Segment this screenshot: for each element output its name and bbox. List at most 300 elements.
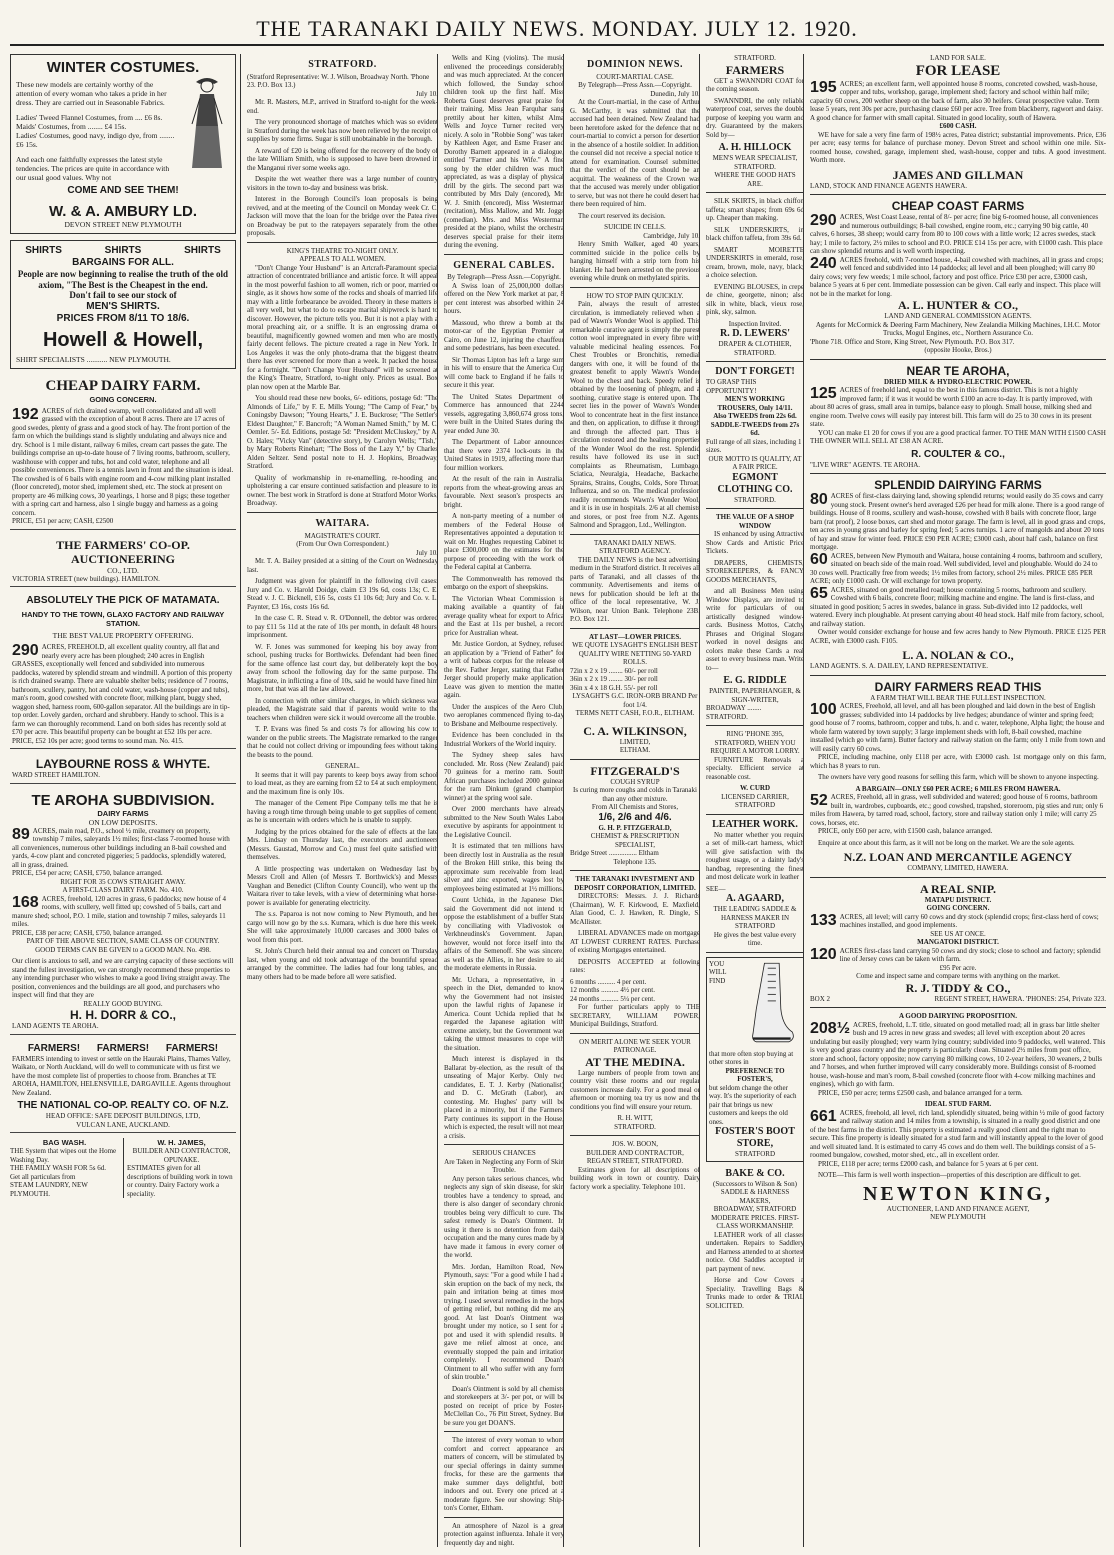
foster-you: YOU WILL FIND	[709, 959, 727, 985]
tid-p4: For further particulars apply to THE SECRETARY, WILLIAM POWER, Municipal Buildings, Stratford.	[570, 1003, 700, 1029]
curd-ring: RING 'PHONE 395, STRATFORD, WHEN YOU REQUIRE A MOTOR LORRY.	[710, 730, 800, 755]
column-6	[803, 54, 1106, 1547]
matamata-acres-number: 290	[12, 642, 39, 660]
pain-title: HOW TO STOP PAIN QUICKLY.	[586, 291, 684, 300]
coast-title: CHEAP COAST FARMS	[891, 199, 1025, 213]
good-acres-1: 208½	[810, 1019, 851, 1037]
lewers-p1: SILK SKIRTS, in black chiffon taffeta; smart shapes; from 69s 6d up. Cheaper than making.	[706, 197, 804, 222]
good-price: PRICE, £50 per acre; terms £2500 cash, and balance arranged for a term.	[818, 1088, 1023, 1097]
coulter-live: "LIVE WIRE" AGENTS. TE AROHA.	[810, 460, 921, 469]
snip-title: A REAL SNIP.	[920, 881, 996, 896]
waitara-p9: Judging by the prices obtained for the sale of effects at the late Mrs. Lindsay on Thursday last, the executors and auctioneers (Messrs. Gaustad, Morrow and Co.) must feel quite satisfied with themselves.	[247, 827, 438, 862]
suicide-date: Cambridge, July 10.	[643, 231, 700, 240]
tid-title: THE TARANAKI INVESTMENT AND DEPOSIT CORPORATION, LIMITED.	[574, 875, 696, 892]
winter-intro: These new models are certainly worthy of the attention of every woman who takes a pride in her dress. They are carried out in Seasonable Fabrics.	[16, 80, 167, 107]
window-p2: DRAPERS, CHEMISTS, STOREKEEPERS, & FANCY GOODS MERCHANTS,	[706, 558, 804, 584]
riddle-addr: BROADWAY ........ STRATFORD.	[706, 704, 762, 721]
hunter-phone: 'Phone 718. Office and Store, King Street, New Plymouth. P.O. Box 317.	[810, 337, 1015, 346]
realty-street: VULCAN LANE, AUCKLAND.	[76, 1120, 170, 1129]
farmers-coat-title: FARMERS	[725, 62, 785, 77]
pain-p1: Pain, always the result of arrested circulation, is immediately relieved when a pad of Wawn's Wonder Wool is applied. This remarkable curative agent is simply the purest cotton wool impregnated in every fibre with valuable medicinal healing essences. For Chest Troubles or Bronchitis, remedial dangers with one, it will be found of the greatest benefit to apply Wawn's Wonder Wool to the chest and back. Speedy relief is obtained by the loosening of phlegm, and a soothing, curative stage is entered upon. The secret lies in the power of Wawn's Wonder Wool to concentrate heat in the first instance, and then, on application, to diffuse it through and through the affected part. Thus is circulation restored and the healing properties of the Wonder Wool do the rest. Splendid results have followed its use in such complaints as Rheumatism, Lumbago, Sciatica, Neuralgia, Headache, Backache, Sprains, Strains, Coughs, Colds, Sore Throat, Influenza, and so on. The medical profession readily recommends Wawn's Wonder Wool, and it is in use in hospitals. 2/6 at all chemists and stores, or post free from N.Z. Agents, Salmond and Spraggon, Ltd., Wellington.	[570, 300, 700, 530]
teroha-body-1: ACRES, main road, P.O., school ½ mile, creamery on property, township 7 miles, saleyards 1½ miles; first-class 7-roomed house with all conveniences, numerous other buildings including an 8-bail cowshed and yards, 4-cow plant and concreted piggeries; 5 paddocks, splendidly watered, all in grass, drained.	[12, 826, 230, 869]
waitara-p2: Judgment was given for plaintiff in the following civil cases: Jury and Co. v. Harold Doidge, claim £3 19s 6d, costs 13s; C. E. Stead v. J. C. Bicknell, £16 5s, costs £1 10s 6d; Jury and Co. v. L. Paynter, £3 16s, costs 16s 6d.	[247, 577, 438, 611]
egmont-place: STRATFORD.	[734, 495, 776, 504]
nzloan-title: N.Z. LOAN AND MERCANTILE AGENCY	[843, 850, 1073, 864]
splendid-p4: Owner would consider exchange for house and few acres handy to New Plymouth. PRICE £125 PER ACRE, with £3000 cash. F105.	[810, 628, 1106, 645]
dont-p3: Also TWEEDS from 22s 6d.	[713, 412, 797, 420]
laybourne-title: LAYBOURNE ROSS & WHYTE.	[35, 757, 211, 772]
hunter-p3: Agents for McCormick & Deering Farm Machinery, New Zealandia Milking Machines, I.H.C. Motor Trucks, Mogul Engines, etc., Northern Assurance Co.	[815, 320, 1101, 337]
lewers-p4: EVENING BLOUSES, in crepe de chine, georgette, ninon; also silk in white, black, vieux rose, pink, sky, salmon.	[706, 282, 804, 316]
lysaght-p2: LYSAGHT'S G.C. IRON-ORB BRAND Per foot 1/4.	[572, 692, 698, 709]
good-stud: IDEAL STUD FARM.	[924, 1100, 992, 1108]
aroha-title: NEAR TE AROHA,	[906, 363, 1010, 378]
window-p1: IS enhanced by using Attractive Show Cards and Artistic Price Tickets.	[706, 530, 804, 555]
shirts-top: SHIRTS SHIRTS SHIRTS	[25, 245, 221, 256]
snip-matapu: MATAPU DISTRICT.	[924, 895, 992, 904]
waitara-p6: T. P. Evans was fined 5s and costs 7s for allowing his cow to wander on the public streets. The Magistrate remarked to the ranger that he could not collect driving or impounding fees without taking the beasts to the pound.	[247, 725, 438, 759]
matamata-price: PRICE, £52 10s per acre; good terms to sound man. No. 415.	[12, 736, 184, 745]
good-acres-2: 661	[810, 1107, 837, 1125]
bag-get: Get all particulars from	[10, 1172, 76, 1181]
dairy-acres-number: 192	[12, 405, 39, 423]
cables-p1: A Swiss loan of 25,000,000 dollars offered on the New York market at par, 8 per cent interest was absorbed within 24 hours.	[444, 281, 564, 316]
hunter-role: LAND AND GENERAL COMMISSION AGENTS.	[884, 312, 1032, 320]
lysaght-row-2: 36in x 2 x 19 ........ 30/- per roll	[570, 675, 658, 684]
readthis-p4: ACRES, Freehold, all in grass, well subdivided and watered; good house of 6 rooms, bathroom built in, wardrobes, cupboards, etc.; good cowshed, trapshed, storeroom, pig sties and run; only 6 miles from Hawera, by tarred road, school, factory, store and railway station only 1 mile; will carry 25 cows, horses, etc.	[810, 793, 1104, 827]
james-body: ESTIMATES given for all descriptions of building work in town or country. Dairy Factory work a speciality.	[127, 1164, 233, 1198]
shirts-ad	[10, 240, 236, 369]
wilkinson-place: ELTHAM.	[619, 746, 651, 755]
riddle-role: PAINTER, PAPERHANGER, & SIGN-WRITER,	[709, 687, 801, 704]
tid-p3: DEPOSITS ACCEPTED at following rates:	[570, 957, 700, 975]
snip-price: £95 Per acre.	[939, 963, 977, 972]
medina-firm: R. H. WITT,	[617, 1114, 653, 1123]
tid-row-3: 24 months .......... 5¼ per cent.	[570, 994, 655, 1003]
winter-item-3: Ladies' Costumes, good navy, indigo dye, from ........ £6 15s.	[16, 131, 175, 149]
realty-office: HEAD OFFICE: SAFE DEPOSIT BUILDINGS, LTD,	[45, 1112, 201, 1121]
dairy-sub: GOING CONCERN.	[89, 394, 157, 404]
waitara-p10: A little prospecting was undertaken on Wednesday last by Messrs Croll and Allen (of Messrs T. Borthwick's) and Messrs Vaughan and Benedict (Clifton County Council), who went up the Waitara river to take levels, with a view of determining what horse-power is available for generating electricity.	[247, 864, 438, 907]
good-price-2: PRICE, £118 per acre; terms £2000 cash, and balance for 5 years at 6 per cent.	[818, 1159, 1039, 1168]
medina-title: AT THE MEDINA.	[585, 1054, 685, 1069]
shirts-bargains: BARGAINS FOR ALL.	[72, 257, 174, 268]
splendid-acres-2: 60	[810, 550, 828, 568]
agaard-role: THE LEADING SADDLE & HARNESS MAKER IN STRATFORD	[713, 905, 797, 930]
teroha-body-3: Our client is anxious to sell, and we are carrying capacity of these sections will stand the fullest investigation, we can strongly recommend these properties to any intending purchaser who wishes to make a good living straight away. The position, conveniences and the buildings are all good, and purchasers who inspect will find that they are	[12, 957, 234, 1000]
cables-p4: The United States Department of Commerce has announced that 2244 vessels, aggregating 3,860,674 gross tons, were built in the United States during the year ended June 30.	[444, 392, 564, 435]
dominion-sub: COURT-MARTIAL CASE.	[596, 72, 674, 81]
winter-address: DEVON STREET NEW PLYMOUTH	[64, 220, 182, 229]
bake-p1: MODERATE PRICES. FIRST-CLASS WORKMANSHIP.	[711, 1213, 799, 1230]
farmers-realty-ad	[10, 1040, 236, 1134]
cables-p8: The Commonwealth has removed the embargo on the export of sheepskins.	[444, 574, 564, 592]
bake-p3: Horse and Cow Covers a Speciality. Travelling Bags & Trunks made to order & TRIAL SOLICITED.	[706, 1276, 804, 1310]
bag-title: BAG WASH.	[42, 1138, 87, 1148]
farmers-coop-ad	[10, 535, 236, 588]
foster-p1: that more often stop buying at other stores in	[709, 1049, 794, 1066]
hillock-role: MEN'S WEAR SPECIALIST,	[712, 154, 798, 162]
teroha-low: ON LOW DEPOSITS.	[88, 817, 158, 827]
teroha-title: TE AROHA SUBDIVISION.	[31, 791, 215, 809]
gillman-firm: JAMES AND GILLMAN	[892, 167, 1024, 182]
dairy-title: CHEAP DAIRY FARM.	[45, 377, 201, 394]
coast-acres-2: 240	[810, 254, 837, 272]
good-title: A GOOD DAIRYING PROPOSITION.	[899, 1012, 1017, 1020]
column-2	[240, 54, 438, 1547]
waitara-corr: (From Our Own Correspondent.)	[296, 540, 389, 549]
cables-p16: Count Uchida, in the Japanese Diet, said the Government did not intend to oppose the establishment of a buffer State by conciliating with Vladivostok or Verkhneudinsk's Government. Japan, however, would not force itself into the affairs of the Semenoff. She was sincere, as well as the Allies, in her desire to aid the moderate elements in Russia.	[444, 896, 564, 973]
realty-body: FARMERS intending to invest or settle on the Hauraki Plains, Thames Valley, Waikato, or North Auckland, will do well to communicate with us first we have the most complete list of properties to choose from. Branches at TE AROHA, HAMILTON, HELENSVILLE, DARGAVILLE. Agents throughout New Zealand.	[12, 1054, 231, 1097]
lysaght-row-1: 72in x 2 x 19 ........ 60/- per roll	[570, 666, 658, 675]
realty-title: FARMERS! FARMERS! FARMERS!	[27, 1042, 219, 1054]
cheap-dairy-ad	[10, 375, 236, 530]
readthis-sub: A FARM THAT WILL BEAR THE FULLEST INSPECTION.	[870, 693, 1046, 702]
readthis-title: DAIRY FARMERS READ THIS	[874, 679, 1042, 694]
nolan-firm: L. A. NOLAN & CO.,	[902, 648, 1014, 662]
waitara-p11: The s.s. Paparoa is not now coming to New Plymouth, and her cargo will now go by the s.s. Kumara, which is due here this week. She will take approximately 10,000 carcases and 3000 bales of wool from this port.	[247, 910, 438, 944]
kings-p1: "Don't Change Your Husband" is an Artcraft-Paramount special attraction of concentrated brilliance and artistic force. It will appeal in the most powerful fashion to all women, rich or poor, married or single, as it shows how some of the rocks and shoals of married life may with a little forbearance be avoided. Theory in these matters is all very well, but what to do to escape marital shipwreck is hard to discover. However, the picture tells you. But it is not a play with a moral preaching air, or a sniffle. It is an engrossing drama of beautiful, magnificently gowned women and men who are mostly fairly decent fellows. The picture created a rage in New York. In Los Angeles it was the only photo-drama that the biggest theatre there has ever screened for more than a week. It packed the house for a fortnight. "Don't Change Your Husband" will be screened at the King's Theatre, Stratford, to-night only. Prices as usual. Box plan now open at the Marble Bar.	[247, 263, 438, 391]
lease-p2: WE have for sale a very fine farm of 198½ acres, Patea district; substantial improvements. Price, £36 per acre; easy terms for balance of purchase money. Devon Street and school within one mile. Six-roomed house, cowshed, garage, implement shed, wash-house, copper and tubs. A good investment. Worth more.	[810, 130, 1106, 164]
matamata-handy: HANDY TO THE TOWN, GLAXO FACTORY AND RAILWAY STATION.	[21, 610, 225, 629]
good-p2: ACRES, freehold, all level, rich land, splendidly situated, being within ½ mile of good factory and railway station and 14 miles from a township, is situated in a really good district and one of the best farms in the district. This property is estimated a really good client and the right man to secure. This fine property is ideally situated for a stud farm and will instantly appeal to the lover of good and well situated land. It is estimated to carry 45 cows and do them well. The buildings consist of a 5-roomed bungalow, cowshed, motor shed, etc., all in excellent order.	[810, 1108, 1105, 1159]
fitz-from: From All Chemists and Stores,	[591, 803, 679, 812]
leather-title: LEATHER WORK.	[712, 818, 798, 830]
splendid-p2: ACRES, between New Plymouth and Waitara, house containing 4 rooms, bathroom and scullery, situated on beach side of the main road. Well subdivided, level and ploughable. Would do 24 to 30 cows well. Practically free from weeds; 1½ miles from factory, school 2½ miles. PRICE £85 PER ACRE; only £1000 cash. Or will exchange for town property.	[810, 551, 1103, 585]
serious-p2: Mrs. Jordan, Hamilton Road, New Plymouth, says: "For a good while I had a skin eruption on the back of my neck, the pain and irritation being at times most trying. I used several remedies in the hope of getting relief, but nothing did me any good. At last Doan's Ointment was brought under my notice, so I sent for a pot and used it with splendid results. It gave me relief almost at once, and eventually stopped the pain and irritation completely. I recommend Doan's Ointment to all who suffer with any form of skin trouble."	[444, 1262, 564, 1382]
teroha-ad	[10, 789, 236, 1035]
bag-steam: STEAM LAUNDRY, NEW PLYMOUTH.	[10, 1181, 88, 1198]
foster-firm: FOSTER'S BOOT STORE,	[715, 1126, 795, 1149]
snip-see: SEE US AT ONCE.	[930, 929, 986, 938]
dominion-by: By Telegraph—Press Assn.—Copyright.	[578, 81, 692, 90]
column-5	[699, 54, 804, 1547]
waitara-p5: In connection with other similar charges, in which sickness was pleaded, the Magistrate said that if parents would write to the teachers when children were sick it would overcome all the trouble.	[247, 696, 438, 722]
kings-sub: APPEALS TO ALL WOMEN.	[299, 255, 386, 264]
dominion-p1: At the Court-martial, in the case of Arthur G. McCarthy, it was submitted that the accused had been detained. New Zealand had been heretofore asked for the defence that no court-martial to convict a person for desertion in the absence of a hostile soldier. In addition, the counsel did not receive a special notice to attend for examination. Counsel submitted that the verdict of the court should be an acquittal. The weakness of the Crown was that the accused was merely under obligation to serve, but was not there he could desert had there been required of him.	[570, 98, 700, 209]
wilkinson-title: C. A. WILKINSON,	[583, 723, 687, 738]
tdn-title: TARANAKI DAILY NEWS.	[594, 538, 676, 547]
waitara-p7: It seems that it will pay parents to keep boys away from school to load meat, as they are earning from £2 to £4 at such employment, and the maximum fine is only 10s.	[247, 770, 438, 796]
bag-co: THE FAMILY WASH FOR 5s 6d.	[10, 1164, 107, 1173]
teroha-ready-1: RIGHT FOR 35 COWS STRAIGHT AWAY.	[60, 877, 186, 886]
realty-firm: THE NATIONAL CO-OP. REALTY CO. OF N.Z.	[17, 1100, 229, 1112]
suicide-title: SUICIDE IN CELLS.	[604, 223, 666, 232]
boon-p1: Estimates given for all descriptions of building work in town or country. Dairy factory work a speciality. Telephone 101.	[570, 1165, 700, 1191]
hunter-opp: (opposite Hooke, Bros.)	[924, 346, 992, 354]
matamata-best: THE BEST VALUE PROPERTY OFFERING.	[52, 631, 194, 641]
window-p3: and all Business Men using Window Displays, are invited to write for particulars of our artistically designed window-cards. Business Mottos, Catchy Phrases and Original Slogans worked in novel designs and colors make these Cards a real asset to every business man. Write to—	[706, 587, 804, 672]
cables-p2: Massoud, who threw a bomb at the motor-car of the Egyptian Premier at Cairo, on June 12, injuring the chauffeur and some pedestrians, has been executed.	[444, 318, 564, 353]
laybourne-line: WARD STREET HAMILTON.	[12, 771, 100, 780]
lysaght-p1: WE QUOTE LYSAGHT'S ENGLISH BEST QUALITY WIRE NETTING 50-YARD ROLLS.	[572, 641, 698, 667]
cables-p15: It is estimated that ten millions have been directly lost in Australia as the result of the Broken Hill strike, this being the approximate sum receivable from lead, silver and zinc exported, wages lost by employees being estimated at 1½ millions.	[444, 842, 564, 893]
waitara-p3: In the case C. R. Stead v. R. O'Donnell, the debtor was ordered to pay £11 5s 11d at the rate of 10s per month, in default 48 hours' imprisonment.	[247, 614, 438, 640]
leather-see: SEE—	[706, 884, 726, 893]
coulter-firm: R. COULTER & CO.,	[911, 448, 1005, 460]
fitz-addr: Bridge Street ................ Eltham	[570, 849, 659, 858]
lease-title: FOR LEASE	[915, 62, 1001, 79]
stratford-rep: (Stratford Representative: W. J. Wilson, Broadway North. 'Phone 23. P.O. Box 13.)	[247, 72, 430, 90]
readthis-p3: The owners have very good reasons for selling this farm, which will be shown to anyone inspecting.	[818, 773, 1099, 781]
nolan-line: LAND AGENTS. S. A. DAILEY, LAND REPRESENTATIVE.	[810, 662, 989, 670]
readthis-acres-2: 52	[810, 792, 828, 809]
curd-role: LICENSED CARRIER, STRATFORD	[721, 792, 789, 809]
concert-continued: Wells and King (violins). The music enlivened the proceedings considerably, and was much appreciated. At the concert which followed, the Sunday school children took up the first half. Miss Roberta Guest deserves great praise for their training. Miss Jean Farquhar sang prettily about her kitten, whilst Alma Wells and Joyce Turner recited very nicely. A solo in "Robbie Song" was taken by Kathleen Ager, and Esme Fraser and Dorothy Barnett appeared in a dialogue, entitled "Farmer and his Wife." A fine song by the elder children was much appreciated, as was a display of physical drill by the girls. The second part was contributed by Mrs Daly (encored), Mr. W. J. Smith (encored), Miss Westerman (recitation), Miss Mallow, and Mr. Joggs (comedian). Mrs. and Miss Westerman presided at the piano, whilst the orchestra deserves special praise for their items during the evening.	[444, 54, 564, 249]
james-ad	[123, 1138, 236, 1198]
readthis-p2: PRICE, including machine, only £118 per acre, with £3000 cash. 1st mortgage only on this farm, which has 8 years to run.	[810, 753, 1106, 770]
tiddy-addr: REGENT STREET, HAWERA. 'PHONES: 254, Private 323.	[934, 994, 1106, 1003]
coast-acres-1: 290	[810, 212, 837, 229]
splendid-p1: ACRES of first-class dairying land, showing splendid returns; would easily do 35 cows and carry young stock. Present owner's herd averaged £26 per head for milk alone. There is a good range of buildings. House of 8 rooms, scullery and wash-house, cowshed with 8 bails with concrete floor, large barn (rat proof), 2 loose boxes, cart shed and motor garage. The farm is level, all in good grass and crops, ten acres in young grass and barley for spring feed; 5 acres turnips. 1 acre of mangolds and about 20 tons of hay and straw for winter feed. PRICE £90 PER ACRE; £3000 cash, about half cash, balance on first mortgage.	[810, 492, 1106, 551]
snip-acres-2: 120	[810, 945, 837, 963]
boon-role: BUILDER AND CONTRACTOR,	[586, 1148, 684, 1157]
cables-p11: Under the auspices of the Aero Club, two aeroplanes commenced flying to-day to Brisbane and Melbourne respectively.	[444, 702, 564, 728]
frocks-para: The interest of every woman to whom comfort and correct appearance are matters of concern, will be stimulated by our special offerings in dainty summer frocks, for these are the garments that make summer days delightful, both indoors and out. Every one priced at a moderate figure. See our showing: Ship-ton's Corner, Eltham.	[444, 1436, 564, 1513]
kings-p3: Quality of workmanship in re-enamelling, re-hooding and upholstering a car ensure continued satisfaction and pleasure to its owner. The best work in Stratford is done at Stratford Motor Works, Broadway.	[247, 473, 438, 508]
fitz-firm: G. H. P. FITZGERALD,	[598, 823, 672, 832]
snip-going: GOING CONCERN.	[926, 904, 990, 912]
cables-p6: At the result of the rain in Australia, reports from the wheat-growing areas are favourable. Next season's prospects are bright.	[444, 475, 564, 509]
cables-p17: Mr. Uchara, a representative, in a speech in the Diet, demanded to know why the Government had not insisted upon the lawful rights of Japanese in America. Count Uchida replied that he regarded the Japanese agitation with extreme anxiety, but the Government was taking the utmost measures to cope with the situation.	[444, 975, 564, 1052]
curd-firm: W. CURD	[739, 784, 771, 792]
medina-p1: Large numbers of people from town and country visit these rooms and our regular customers increase daily. For a good meal or afternoon or morning tea try us now and the conditions you find will ensure your return.	[570, 1068, 700, 1111]
good-p1: ACRES, freehold, L.T. title, situated on good metalled road; all in grass bar little shelter bush and 19 acres in new grass and swedes; all level with exception about 20 acres undulating but easily ploughed; very warm lying country; subdivided into 9 paddocks, well watered. This is very good grass country and the property is particularly clean. Situated 2½ miles from post office, store and school, factory opposite; now carrying 80 milking cows, 10 2-year heifers, 30 weaners, 2 bulls and 7 horses, and when further improved will carry considerably more. Buildings consist of 8-roomed house, wash-house and man's room, 8-bail cowshed (concrete floor with 4-cow milking machines and engines), which go with farm.	[810, 1020, 1106, 1088]
fitz-role: CHEMIST & PRESCRIPTION SPECIALIST,	[590, 832, 680, 849]
serious-sub: Are Taken in Neglecting any Form of Skin Trouble.	[444, 1157, 564, 1175]
lysaght-row-3: 36in x 4 x 18 G.H. 55/- per roll	[570, 683, 658, 692]
shirts-mens: MEN'S SHIRTS.	[86, 300, 160, 312]
snip-acres-1: 133	[810, 911, 837, 929]
boon-title: JOS. W. BOON,	[611, 1140, 659, 1149]
teroha-firm: H. H. DORR & CO.,	[69, 1008, 176, 1023]
readthis-bargain: A BARGAIN—ONLY £60 PER ACRE; 6 MILES FROM HAWERA.	[855, 784, 1061, 793]
dont-p2: MEN'S WORKING TROUSERS, Only 14/11.	[717, 395, 793, 412]
lewers-p3: SMART MOIRETTE UNDERSKIRTS in emerald, rose, cream, brown, mole, navy, black; a choice selection.	[706, 245, 804, 279]
hunter-firm: A. L. HUNTER & CO.,	[897, 298, 1018, 312]
fitz-sub: COUGH SYRUP	[610, 777, 660, 786]
teroha-sub: DAIRY FARMS	[97, 808, 149, 818]
waitara-p4: W. F. Jones was summoned for keeping his boy away from school, pushing trucks for Borthwicks. Defendant had been fined for the same offence last court day, but deliberately kept the boy away from school the following day for the same purpose. The Magistrate, in inflicting a fine of 10s, said he would have fined him more, but that was all the law allowed.	[247, 642, 438, 694]
bag-body: THE System that wipes out the Home Washing Day.	[10, 1147, 117, 1164]
shirts-prices: PRICES FROM 8/11 TO 18/6.	[56, 312, 190, 324]
dont-p5: Full range of all sizes, including 1 sizes.	[706, 437, 802, 454]
waitara-sub: MAGISTRATE'S COURT.	[304, 531, 381, 540]
bake-addr: BROADWAY, STRATFORD	[713, 1205, 797, 1213]
cables-by: By Telegraph—Press Assn.—Copyright.	[447, 273, 561, 282]
snip-p2: ACRES first-class land carrying 50 cows and dry stock; close to school and factory; splendid line of Jersey cows can be taken with farm.	[839, 946, 1101, 963]
bake-role: SADDLE & HARNESS MAKERS,	[720, 1188, 790, 1205]
winter-title: WINTER COSTUMES.	[46, 59, 200, 76]
aroha-sub: DRIED MILK & HYDRO-ELECTRIC POWER.	[884, 377, 1032, 386]
riddle-firm: E. G. RIDDLE	[723, 675, 787, 686]
agaard-firm: A. AGAARD,	[725, 893, 785, 904]
waitara-heading: WAITARA.	[315, 517, 370, 529]
teroha-price-2: PRICE, £38 per acre; CASH, £750, balance arranged.	[12, 928, 163, 937]
matamata-title: ABSOLUTELY THE PICK OF MATAMATA.	[26, 595, 220, 607]
medina-merit: ON MERIT ALONE WE SEEK YOUR PATRONAGE.	[579, 1037, 691, 1055]
cables-p5: The Department of Labor announces that there were 2374 lock-outs in the United States in 1919, affecting more than four million workers.	[444, 438, 564, 472]
column-1	[10, 54, 236, 1547]
winter-body: And each one faithfully expresses the latest style tendencies. The prices are quite in accordance with our usual good values. Why not	[16, 155, 170, 182]
cables-p7: A non-party meeting of a number of members of the Federal House of Representatives appointed a deputation to wait on Mr. Hughes requesting Cabinet to place £300,000 on the estimates for the purpose of proceeding with the work of the Federal capital at Canberra.	[444, 512, 564, 572]
lease-cash: £600 CASH.	[939, 122, 977, 130]
bake-title: BAKE & CO.	[725, 1167, 785, 1179]
aroha-p2: YOU can make £1 20 for cows if you are a good practical farmer. TO THE MAN WITH £1500 CASH THE OWNER WILL SELL AT £38 AN ACRE.	[810, 428, 1106, 445]
dominion-heading: DOMINION NEWS.	[587, 59, 683, 70]
fitz-p1: Is curing more coughs and colds in Taranaki than any other mixture.	[573, 786, 697, 803]
dont-forget-title: DON'T FORGET!	[715, 366, 795, 377]
foster-ad	[706, 957, 804, 1162]
winter-costumes-ad	[10, 54, 236, 234]
shirts-fail: Don't fail to see our stock of	[69, 290, 177, 300]
kings-p2: You should read these new books, 6/- editions, postage 6d: "The Almonds of Life," by F. E. Mills Young; "The Camp of Fear," by Coningsby Dawson; "Young Hearts," J. E. Buckrose; "The Settler's Eldest Daughter," F. Bancroft; "A Woman Named Smith," by M. C. Oemler. 5/- Ed. Editions, postage 5d: "President McCluskey," by A. O. Hales; "Vicky Van" (detective story), by Carolyn Wells; "Tish," by Mary Roberts Rinehart; "The Boss of the Lazy Y," by Charles Alden Seltzer. Send postal note to H. J. Hopkins, Broadway, Stratford.	[247, 394, 438, 471]
lease-p1: ACRES; an excellent farm, well appointed house 8 rooms, concreted cowshed, wash-house, copper and tubs, workshop, garage, implement shed; factory and school within half mile; capacity 60 cows, 200 wether sheep on the back of farm, also 30 heifers. Great prospective value. Term lease 5 years, rent 30s per acre, purchasing clause £60 per acre. Tree from blackberry, ragwort and daisy. A good chance for farmer with small capital. Situated in good locality, south of Hawera.	[810, 79, 1103, 122]
hillock-firm: A. H. HILLOCK	[718, 142, 792, 153]
tid-row-1: 6 months .......... 4 per cent.	[570, 977, 647, 986]
waitara-date: July 10.	[415, 548, 438, 557]
matamata-body: ACRES, FREEHOLD, all excellent quality country, all flat and nearly every acre has been ploughed; 240 acres in English GRASSES, exceptionally well fenced and subdivided into numerous paddocks, watered by splendid stream and windmill. A portion of this property is rich drained swamp. There are valuable shelter belts; residence of 7 rooms, bathroom, scullery, pantry, hot and cold water, wash-house (copper and tubs), man's room, good cowshed with concrete floor, milking plant, buggy shed, waggon shed, harness room, 600-gallon separator. All the buildings are in tip-top order. Lovely garden, orchard and shrubbery. Handy to school. This is a farm we can thoroughly recommend. Land on both sides has recently sold at £70 per acre. This beautiful property can be bought at £52 10s per acre.	[12, 643, 233, 737]
fitz-tel: Telephone 135.	[613, 857, 657, 866]
stratford-p1: Mr. R. Masters, M.P., arrived in Stratford to-night for the week-end.	[247, 98, 438, 115]
readthis-p6: Enquire at once about this farm, as it will not be long on the market. We are the sole agents.	[818, 838, 1075, 847]
newton-king-role: AUCTIONEER, LAND AND FINANCE AGENT,	[886, 1204, 1030, 1213]
curd-p1: FURNITURE Removals a specialty. Efficient service at reasonable cost.	[706, 755, 804, 781]
col5-stratford: STRATFORD.	[734, 54, 776, 62]
splendid-acres-3: 65	[810, 584, 828, 602]
stratford-p2: The very pronounced shortage of matches which was so evident in Stratford during the week has now been relieved by the receipt of supplies by some firms. Sugar is still unobtainable in the borough.	[247, 118, 438, 144]
james-title: W. H. JAMES,	[157, 1138, 206, 1148]
medina-place: STRATFORD.	[614, 1122, 656, 1131]
cables-p13: The Sydney sheep sales have concluded. Mr. Ross (New Zealand) paid 70 guineas for a merino ram. South African purchases included 2000 guineas for the ram Dinkum (grand champion winner) at the spring wool sale.	[444, 751, 564, 802]
foster-p2: but seldom change the other way. It's the superiority of each pair that brings us new customers and keeps the old ones.	[709, 1083, 797, 1126]
aroha-acres: 125	[810, 385, 837, 402]
waitara-p8: The manager of the Cement Pipe Company tells me that he is having a rough time through being unable to get supplies of cement, as he is uncertain with orders which he is unable to supply.	[247, 799, 438, 825]
lewers-p2: SILK UNDERSKIRTS, in black chiffon taffeta, from 39s 6d.	[706, 225, 804, 242]
leather-p1: No matter whether you require a set of milk-cart harness, which will give satisfaction with the roughest usage, or a dainty lady's handbag, representing the finest and most delicate work in leather	[706, 830, 804, 881]
stratford-heading: STRATFORD.	[308, 59, 377, 70]
cables-p9: The Victorian Wheat Commission is making available a quantity of fair average quality wheat for export to Africa and the East at 11s per bushel, a record price for Australian wheat.	[444, 594, 564, 637]
boon-addr: REGAN STREET, STRATFORD.	[586, 1157, 684, 1166]
teroha-terms: GOOD TERMS CAN BE GIVEN to a GOOD MAN. No. 498.	[35, 945, 211, 954]
winter-item-1: Ladies' Tweed Flannel Costumes, from .... £6 8s.	[16, 113, 163, 122]
matamata-ad	[10, 592, 236, 749]
lewers-insp: Inspection Invited.	[728, 319, 782, 328]
snip-p3: Come and inspect same and compare terms with anything on the market.	[856, 972, 1060, 980]
bottom-small-ads	[10, 1138, 236, 1198]
lease-acres: 195	[810, 78, 837, 96]
farmers-title: THE FARMERS' CO-OP. AUCTIONEERING	[56, 537, 190, 566]
window-title: THE VALUE OF A SHOP WINDOW	[715, 513, 795, 530]
fitz-price: 1/6, 2/6 and 4/6.	[598, 811, 672, 823]
tiddy-box: BOX 2	[810, 994, 831, 1003]
cables-heading: GENERAL CABLES.	[453, 259, 555, 271]
land-for-sale: LAND FOR SALE.	[930, 54, 986, 62]
wilkinson-sub: LIMITED,	[619, 737, 651, 746]
dont-p1: TO GRASP THIS OPPORTUNITY!	[706, 378, 757, 395]
aroha-p1: ACRES of freehold land, equal to the best in this famous district. This is not a highly improved farm; if it was it would be worth £100 an acre to-day. It is partly improved, with about 80 acres of grass, small area in turnips, balance easy to plough. Small house, milking shed and engine room. Twelve cows will easily pay interest bill. This farm will do 25 to 30 cows in its present state.	[810, 386, 1093, 428]
cables-p3: Sir Thomas Lipton has left a large sum in his will to ensure that the America Cup will come back to England if he fails to secure it this year.	[444, 355, 564, 390]
teroha-really: REALLY GOOD BUYING.	[83, 999, 163, 1008]
tdn-sub: STRATFORD AGENCY.	[599, 547, 671, 556]
tiddy-firm: R. J. TIDDY & CO.,	[905, 980, 1011, 995]
woman-figure-illustration	[184, 76, 230, 172]
lewers-role: DRAPER & CLOTHIER,	[718, 340, 792, 348]
teroha-line: LAND AGENTS TE AROHA.	[12, 1022, 99, 1031]
newton-king-place: NEW PLYMOUTH	[930, 1213, 986, 1221]
stratford-date: July 10.	[415, 89, 438, 98]
agaard-p2: He gives the best value every time.	[713, 930, 797, 947]
column-4	[563, 54, 700, 1547]
dominion-date: Dunedin, July 10.	[650, 89, 700, 98]
dairy-body: ACRES of rich drained swamp, well consolidated and all well grassed with the exception of about 8 acres. There are 17 acres of good swedes, plenty of grass and a good stock of hay. The front portion of the farm on which the buildings stand is slightly undulating and always nice and dry. School is 1 mile distant, railway 6 miles, cream cart passes the gate. The buildings comprise an up-to-date house of 7 living rooms, bathroom, scullery, washhouse with copper and tubs, hot and cold water, telephone and all possible conveniences. There is a tennis lawn in front and the situation is ideal. The cowshed is of 6 bails with engine room and 4-cow milking plant installed (floor concreted), motor shed, implement shed, etc. The stock at present on property are 46 milking cows, 30 yearlings, 1 horse and 8 pigs; these together with a spring cart and harness, also 1 single buggy and harness as a going concern.	[12, 406, 234, 517]
stratford-p3: A reward of £20 is being offered for the recovery of the body of the late William Smith, who is supposed to have been drowned in the Manganui river some weeks ago.	[247, 146, 438, 172]
splendid-title: SPLENDID DAIRYING FARMS	[874, 478, 1042, 492]
cables-p18: Much interest is displayed in the Ballarat by-election, as the result of the unseating of Major Kerby. Only two candidates, E. T. J. Kerby (Nationalist) and D. C. McGrath (Labor), are contesting. Mr. Hughes' party will be placed in a minority, but if the Farmers' Party continues its support in the House, which is expected, the result will not mean a crisis.	[444, 1055, 564, 1140]
readthis-p1: ACRES, Freehold, all level, and all has been ploughed and laid down in the best of English grasses; subdivided into 14 paddocks by live hedges; abundance of winter and spring feed; good house of 7 rooms, bathroom, copper and tubs, h. and c. water, telephone, Alpha light; the house and whole farm watered by town supply; 3 large implement sheds with loft, 8-bail cowshed, machine installed (which go with farm). Butter factory and railway station on the farm; only 1 mile from town and will easily carry 60 cows.	[810, 702, 1106, 753]
readthis-acres-1: 100	[810, 701, 837, 718]
hillock-where: WHERE THE GOOD HATS ARE.	[714, 171, 796, 188]
masthead: THE TARANAKI DAILY NEWS. MONDAY. JULY 12. 1920.	[10, 14, 1104, 46]
bake-p2: LEATHER work of all classes undertaken. Repairs to Saddlery and Harness attended to at shortest notice. Old Saddles accepted in part payment of new.	[706, 1230, 804, 1273]
splendid-acres-1: 80	[810, 491, 828, 508]
boot-illustration	[745, 960, 797, 1050]
laybourne-ad	[10, 754, 236, 784]
winter-cta: COME AND SEE THEM!	[67, 185, 179, 196]
bag-wash-ad	[10, 1138, 119, 1198]
winter-item-2: Maids' Costumes, from ........ £4 15s.	[16, 122, 127, 131]
dont-p4: SADDLE-TWEEDS from 27s 6d.	[710, 420, 800, 437]
cables-p12: Evidence has been concluded in the Industrial Workers of the World inquiry.	[444, 731, 564, 748]
farmers-line: VICTORIA STREET (new buildings). HAMILTON.	[12, 574, 160, 583]
hillock-place: STRATFORD.	[734, 162, 776, 171]
nzloan-sub: COMPANY, LIMITED, HAWERA.	[907, 864, 1009, 872]
coast-p2: ACRES freehold, with 7-roomed house, 4-bail cowshed with machines, all in grass and crops; well fenced and subdivided into 14 paddocks; all level and all been ploughed; will carry 80 dairy cows; very few weeds; 1 mile school, factory and post office. Price £30 per acre, £3000 cash, balance 5 years at 6 per cent. Immediate possession can be given. Call early and inspect. This place will not be in the market for long.	[810, 255, 1104, 298]
stratford-p5: Interest in the Borough Council's loan proposals is being revived, and at the meeting of the Council on Monday week Cr. C. Jackson will move that the loan for the bridge over the Patea river on Broadway be put to the ratepayers separately from the other proposals.	[247, 195, 438, 238]
teroha-acres-1: 89	[12, 825, 30, 843]
cables-p14: Over 2000 merchants have already submitted to the New South Wales Labor executive by aspirants for appointment to the Legislative Council.	[444, 805, 564, 839]
kings-title: KING'S THEATRE TO-NIGHT ONLY.	[286, 246, 399, 255]
lewers-place: STRATFORD.	[734, 348, 776, 357]
lysaght-title: AT LAST—LOWER PRICES.	[588, 632, 682, 641]
egmont-firm: EGMONT CLOTHING CO.	[717, 471, 793, 495]
cables-p10: Mr. Justice Gordon, at Sydney, refused an application by a "Friend of Father" for a writ of habeas corpus for the release of the Rev. Father Jerger, stating that Father Jerger should properly make application. Leave was given to mention the matter again.	[444, 640, 564, 700]
teroha-acres-2: 168	[12, 893, 39, 911]
splendid-p3: ACRES, situated on good metalled road; house containing 5 rooms, bathroom and scullery. Cowshed with 6 bails, concrete floor; milking machine and engine. The land is first-class, and situated in good position; 5 acres in swedes, balance in grass. Sub-divided into 12 paddocks, well watered. Every inch ploughable. At present carrying about 40 head stock. Half mile from factory, school, and railway station.	[810, 585, 1104, 628]
shirts-body: People are now beginning to realise the truth of the old axiom, "The Best is the Cheapest in the end.	[17, 269, 229, 290]
waitara-p12: St. John's Church held their annual tea and concert on Thursday last, when young and old took advantage of the bountiful spread arranged by the committee. The ladies had four long tables, and many others had to be made before all were satisfied.	[247, 947, 438, 981]
good-note: NOTE—This farm is well worth inspection—properties of this description are difficult to get.	[818, 1171, 1081, 1179]
bake-succ: (Successors to Wilson & Son)	[713, 1179, 797, 1188]
waitara-general: GENERAL.	[325, 762, 360, 771]
farmers-coat-p1: GET a SWANNDRI COAT for the coming season.	[706, 76, 804, 93]
nazol-para: An atmosphere of Nazol is a great protection against influenza. Inhale it very frequently day and night.	[444, 1521, 564, 1547]
coast-p1: ACRES, West Coast Lease, rental of 8/- per acre; fine big 6-roomed house, all conveniences and numerous outbuildings; 8-bail cowshed, engine room, etc.; carrying 90 big cattle, 40 calves, 6 horses, 38 sheep; would carry from 80 to 100 cows with a little work; 12 acres swedes, stack hay; 1 mile to factory, 2½ miles to school and P.O. PRICE £14 15s per acre, with £1000 cash. This place can show splendid returns and is well worth inspecting.	[810, 213, 1103, 255]
snip-mangatoki: MANGATOKI DISTRICT.	[917, 938, 999, 946]
teroha-first-1: A FIRST-CLASS DAIRY FARM. No. 410.	[62, 886, 184, 895]
dont-motto: OUR MOTTO IS QUALITY, AT A FAIR PRICE.	[708, 454, 802, 471]
newton-king-firm: NEWTON KING,	[862, 1182, 1054, 1205]
foster-place: STRATFORD	[734, 1150, 776, 1158]
column-3	[437, 54, 564, 1547]
dominion-p2: The court reserved its decision.	[578, 211, 666, 220]
stratford-p4: Despite the wet weather there was a large number of country visitors in the town to-day and business was brisk.	[247, 175, 438, 192]
fitz-title: FITZGERALD'S	[590, 763, 680, 778]
foster-pref: PREFERENCE TO FOSTER'S,	[725, 1066, 785, 1083]
gillman-line: LAND, STOCK AND FINANCE AGENTS HAWERA.	[810, 181, 968, 190]
tdn-p1: THE DAILY NEWS is the best advertising medium in the Stratford district. It receives all parts of Taranaki, and all classes of the community. Advertisements and items of news for publication should be left at the office of the local representative, W. J. Wilson, near Union Bank. Telephone 23B. P.O. Box 121.	[570, 555, 700, 624]
readthis-p5: PRICE, only £60 per acre, with £1500 cash, balance arranged.	[818, 827, 993, 835]
